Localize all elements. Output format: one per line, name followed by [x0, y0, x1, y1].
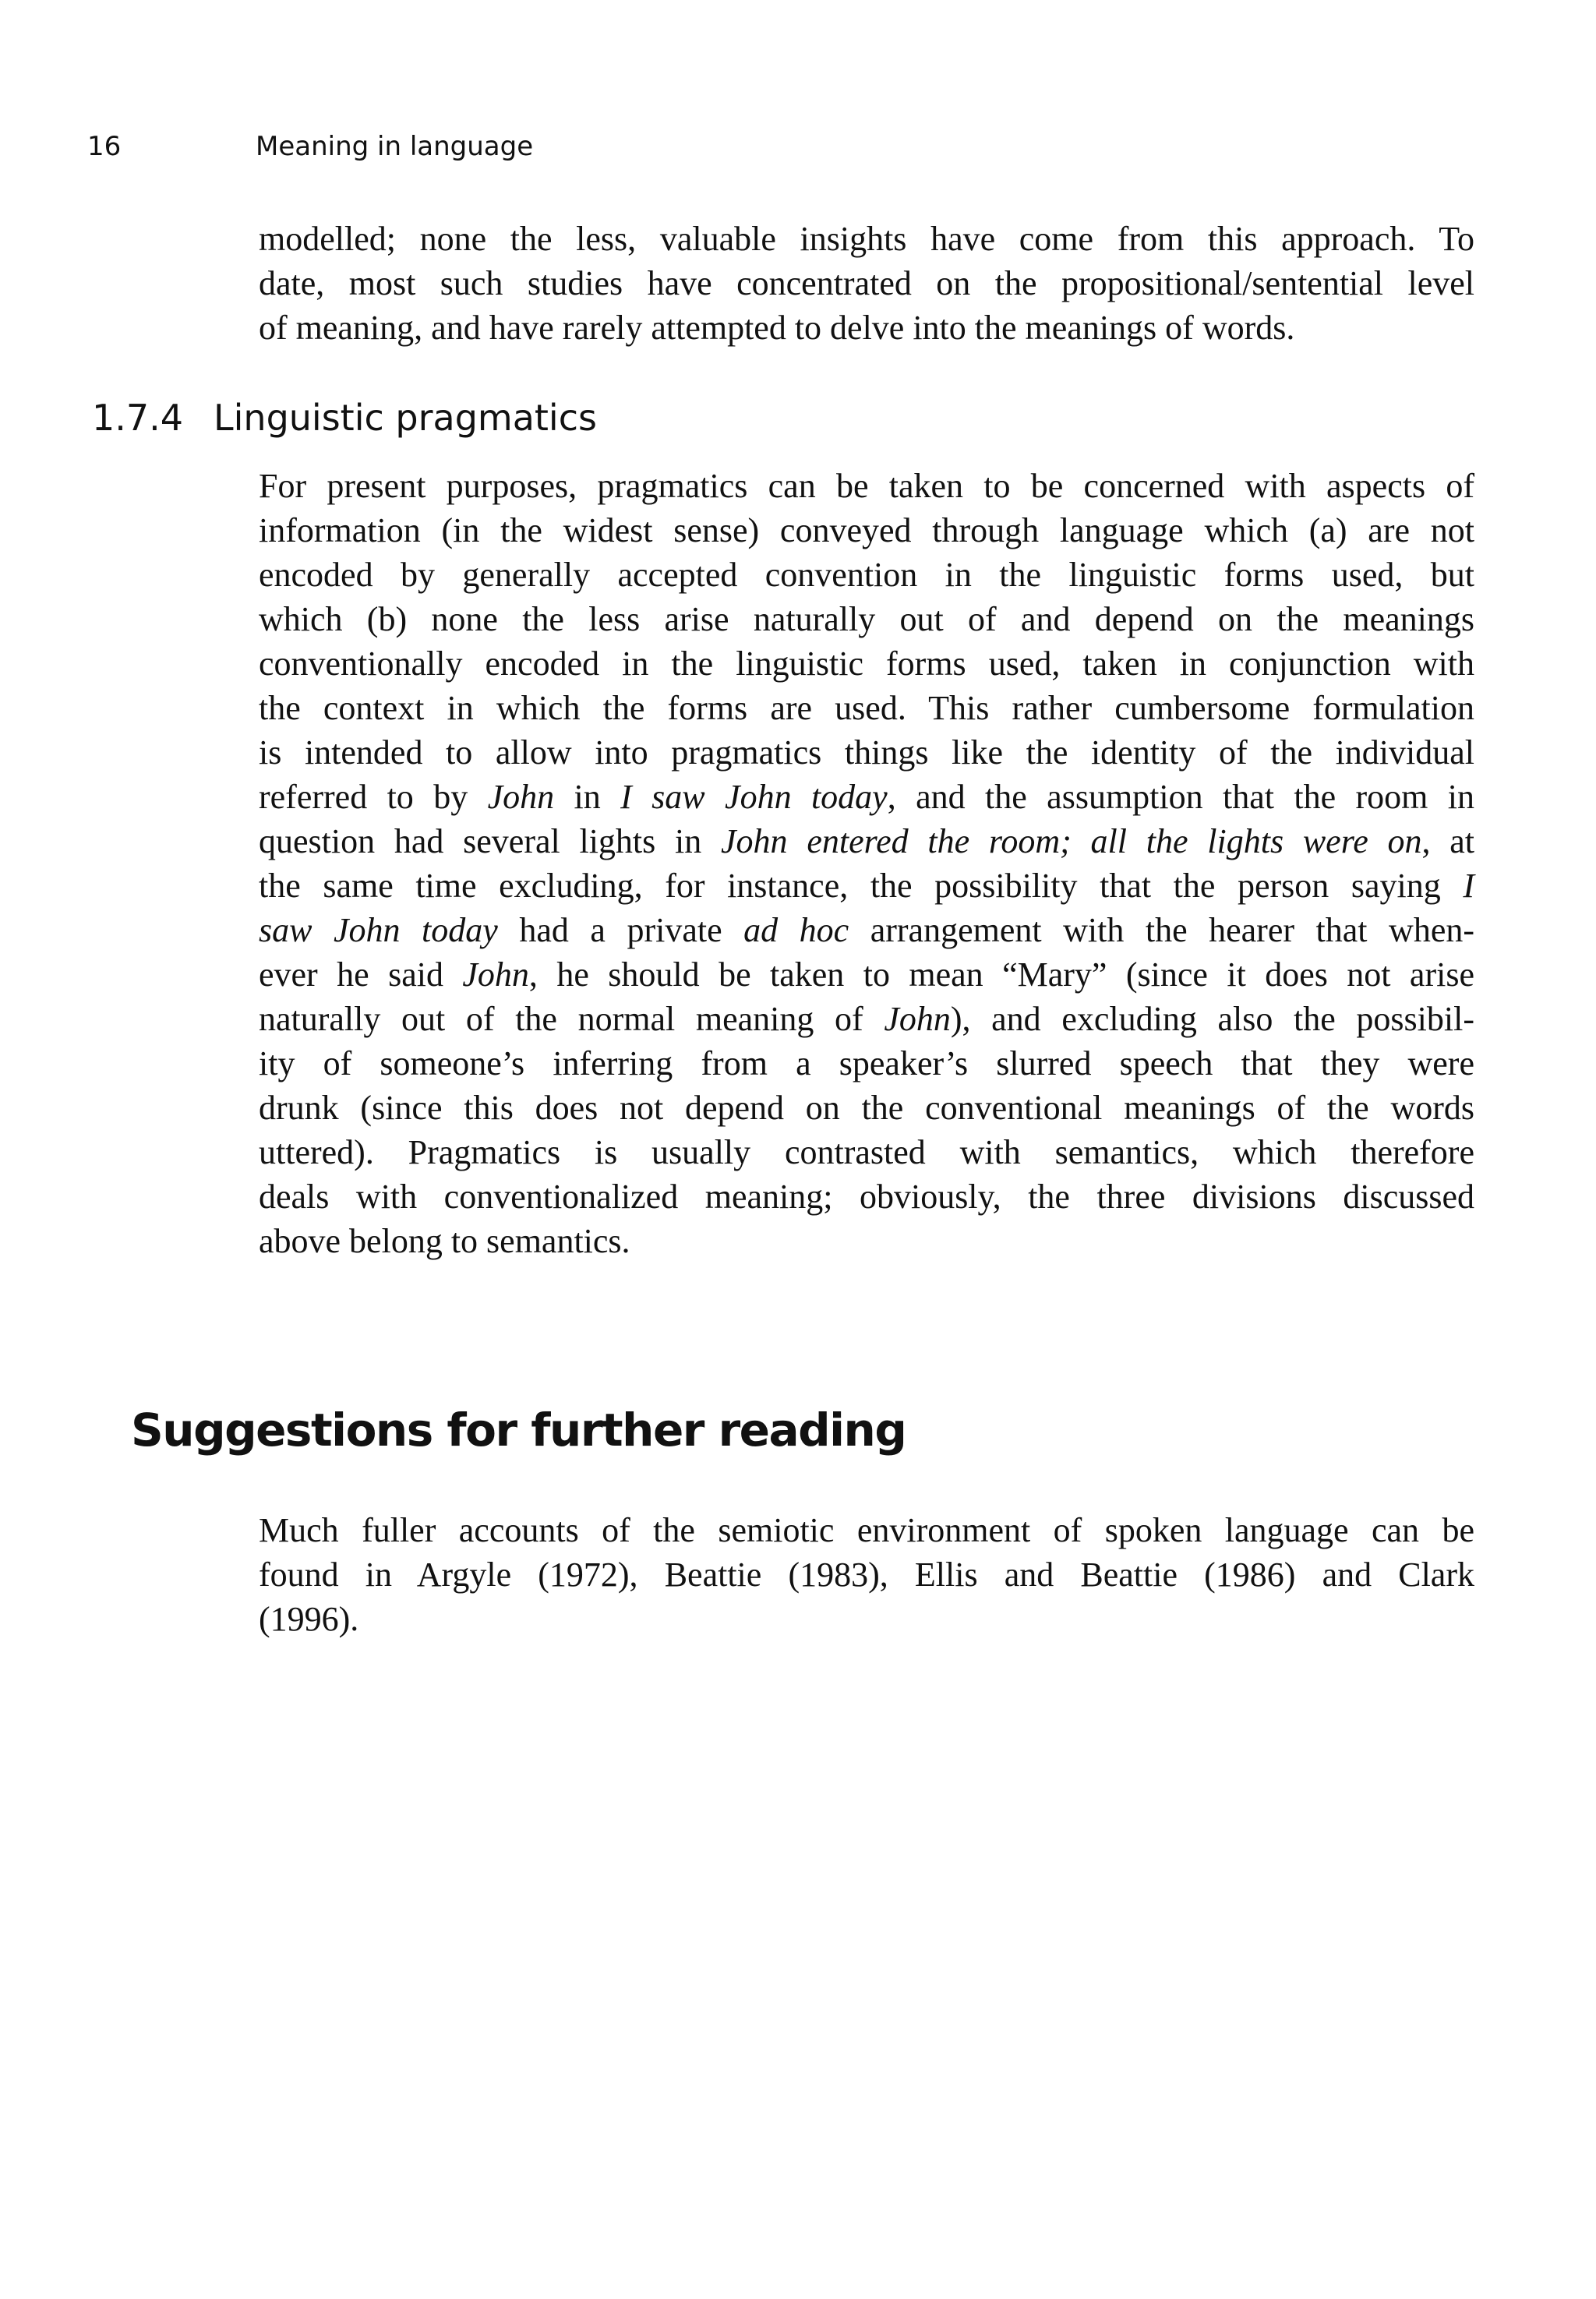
section-title: Linguistic pragmatics	[214, 397, 597, 439]
italic-text: John	[462, 955, 529, 994]
further-reading-paragraph	[259, 1508, 1474, 1641]
paragraph-line: date, most such studies have concentrated on the propositional/sentential level	[259, 264, 1474, 302]
further-reading-heading: Suggestions for further reading	[131, 1404, 906, 1457]
text-run: which (b) none the less arise naturally out of and depend on the meanings	[259, 600, 1474, 638]
text-run: , and the assumption that the room in	[887, 778, 1475, 816]
text-run: conventionally encoded in the linguistic forms used, taken in conjunction with	[259, 644, 1474, 683]
paragraph-line: Much fuller accounts of the semiotic environment of spoken language can be	[259, 1511, 1474, 1549]
text-run: information (in the widest sense) conveyed through language which (a) are not	[259, 511, 1474, 549]
text-run: ), and excluding also the possibil-	[950, 1000, 1474, 1038]
pragmatics-paragraph	[259, 464, 1474, 1263]
paragraph-line: modelled; none the less, valuable insights have come from this approach. To	[259, 220, 1474, 258]
paragraph-line	[259, 863, 1474, 908]
text-run: had a private	[497, 911, 744, 949]
page-number: 16	[87, 131, 122, 162]
paragraph-line	[259, 730, 1474, 775]
italic-text: ad hoc	[743, 911, 849, 949]
text-run: ever he said	[259, 955, 463, 994]
text-run: , at	[1421, 822, 1474, 860]
paragraph-line	[259, 686, 1474, 730]
paragraph-line	[259, 553, 1474, 597]
section-heading	[92, 396, 597, 440]
paragraph-line	[259, 597, 1474, 641]
italic-text: John	[487, 778, 555, 816]
paragraph-line	[259, 508, 1474, 553]
text-run: in	[554, 778, 621, 816]
text-run: above belong to semantics.	[259, 1222, 630, 1260]
paragraph-line	[259, 908, 1474, 952]
paragraph-line	[259, 464, 1474, 508]
paragraph-line	[259, 1130, 1474, 1174]
italic-text: saw John today	[259, 911, 498, 949]
paragraph-line	[259, 997, 1474, 1041]
text-run: drunk (since this does not depend on the conventional meanings of the words	[259, 1089, 1474, 1127]
running-head-title: Meaning in language	[256, 131, 534, 162]
intro-paragraph	[259, 217, 1474, 350]
italic-text: John entered the room; all the lights were on	[721, 822, 1422, 860]
text-run: is intended to allow into pragmatics things like the identity of the individual	[259, 733, 1474, 772]
paragraph-line	[259, 1041, 1474, 1086]
text-run: ity of someone’s inferring from a speaker’s slurred speech that they were	[259, 1044, 1474, 1082]
text-run: encoded by generally accepted convention in the linguistic forms used, but	[259, 556, 1474, 594]
paragraph-line: found in Argyle (1972), Beattie (1983), Ellis and Beattie (1986) and Clark	[259, 1556, 1474, 1594]
paragraph-line: of meaning, and have rarely attempted to delve into the meanings of words.	[259, 309, 1295, 347]
paragraph-line: (1996).	[259, 1600, 359, 1638]
paragraph-line	[259, 641, 1474, 686]
text-run: the context in which the forms are used. This rather cumbersome formulation	[259, 689, 1474, 727]
italic-text: John	[884, 1000, 951, 1038]
text-run: referred to by	[259, 778, 488, 816]
text-run: deals with conventionalized meaning; obviously, the three divisions discussed	[259, 1178, 1474, 1216]
text-run: uttered). Pragmatics is usually contrasted with semantics, which therefore	[259, 1133, 1474, 1171]
text-run: the same time excluding, for instance, the possibility that the person saying	[259, 867, 1464, 905]
section-number: 1.7.4	[92, 397, 184, 439]
text-run: question had several lights in	[259, 822, 722, 860]
paragraph-line	[259, 952, 1474, 997]
paragraph-line	[259, 1086, 1474, 1130]
text-run: arrangement with the hearer that when-	[849, 911, 1475, 949]
paragraph-line	[259, 775, 1474, 819]
paragraph-line	[259, 819, 1474, 863]
text-run: For present purposes, pragmatics can be taken to be concerned with aspects of	[259, 467, 1474, 505]
running-head	[87, 131, 533, 162]
text-run: naturally out of the normal meaning of	[259, 1000, 885, 1038]
paragraph-line	[259, 1174, 1474, 1219]
italic-text: I saw John today	[620, 778, 888, 816]
paragraph-line	[259, 1219, 1474, 1263]
text-run: , he should be taken to mean “Mary” (since it does not arise	[528, 955, 1474, 994]
italic-text: I	[1463, 867, 1474, 905]
